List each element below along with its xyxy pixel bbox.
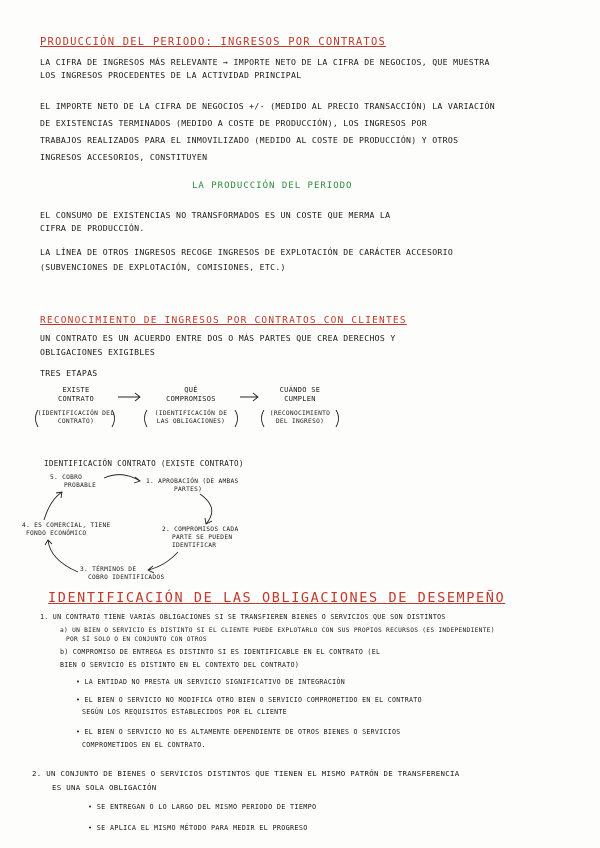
section1-p2-line4: INGRESOS ACCESORIOS, CONSTITUYEN — [40, 152, 208, 162]
section2-title: RECONOCIMIENTO DE INGRESOS POR CONTRATOS CON CLIENTES — [40, 315, 407, 326]
section1-p2-line3: TRABAJOS REALIZADOS PARA EL INMOVILIZADO (MEDIDO AL COSTE DE PRODUCCIÓN) Y OTROS — [40, 135, 459, 145]
stage-1-sub — [36, 410, 116, 426]
item1b-line1: b) COMPROMISO DE ENTREGA ES DISTINTO SI ES IDENTIFICABLE EN EL CONTRATO (EL — [60, 648, 381, 656]
cycle-node-3-line1: 3. TÉRMINOS DE — [80, 566, 137, 573]
arrow-cycle-4-to-5 — [44, 492, 62, 520]
item1-line1: 1. UN CONTRATO TIENE VARIAS OBLIGACIONES SI SE TRANSFIEREN BIENES O SERVICIOS QUE SON DISTINTOS — [40, 613, 446, 621]
stage-1-sub-line2: CONTRATO) — [57, 418, 95, 425]
bullet3-line2: COMPROMETIDOS EN EL CONTRATO. — [82, 741, 206, 749]
item2-bullet1: • SE ENTREGAN O LO LARGO DEL MISMO PERIODO DE TIEMPO — [88, 803, 317, 811]
item2-bullet2: • SE APLICA EL MISMO MÉTODO PARA MEDIR EL PROGRESO — [88, 824, 308, 832]
cycle-node-2-line3: IDENTIFICAR — [172, 542, 217, 549]
arrowhead-cycle-1-to-2 — [205, 518, 212, 524]
cycle-node-3-line2: COBRO IDENTIFICADOS — [88, 574, 165, 581]
stage-1-head-line1: EXISTE — [62, 386, 90, 394]
stage-3-head-line1: CUÁNDO SE — [279, 386, 321, 394]
cycle-node-1-line2: PARTES) — [174, 486, 203, 493]
item1b-line2: BIEN O SERVICIO ES DISTINTO EN EL CONTEXTO DEL CONTRATO) — [60, 661, 300, 669]
stage-3-head-line2: CUMPLEN — [284, 395, 316, 403]
stage-3-sub-line2: DEL INGRESO) — [275, 418, 325, 425]
cycle-node-4 — [22, 522, 111, 538]
stage-2-head-line1: QUÉ — [184, 386, 198, 394]
cycle-node-1 — [146, 478, 239, 494]
cycle-node-5-line2: PROBABLE — [64, 482, 97, 489]
stage-1-head-line2: CONTRATO — [57, 395, 95, 403]
cycle-node-3 — [80, 566, 164, 582]
cycle-node-4-line2: FONDO ECONÓMICO — [26, 530, 87, 537]
arrowhead-cycle-4-to-5 — [56, 492, 62, 498]
item2-line1: 2. UN CONJUNTO DE BIENES O SERVICIOS DISTINTOS QUE TIENEN EL MISMO PATRÓN DE TRANSFERENCIA — [32, 769, 460, 778]
section1-p1-line2: LOS INGRESOS PROCEDENTES DE LA ACTIVIDAD PRINCIPAL — [40, 70, 302, 80]
cycle-node-2-line2: PARTE SE PUEDEN — [172, 534, 233, 541]
stage-1-head — [44, 386, 108, 404]
stage-2-sub-line1: (IDENTIFICACIÓN DE — [154, 410, 228, 417]
section1-p3-line2: CIFRA DE PRODUCCIÓN. — [40, 223, 145, 233]
section1-subtitle: LA PRODUCCIÓN DEL PERIODO — [192, 181, 353, 191]
arrowhead-stage1-to-stage2 — [135, 393, 140, 401]
section1-p1-line1: LA CIFRA DE INGRESOS MÁS RELEVANTE → IMPORTE NETO DE LA CIFRA DE NEGOCIOS, QUE MUESTRA — [40, 57, 490, 67]
steps-label: TRES ETAPAS — [40, 368, 98, 378]
stage-1-sub-line1: (IDENTIFICACIÓN DEL — [37, 410, 115, 417]
bullet2-line2: SEGÚN LOS REQUISITOS ESTABLECIDOS POR EL CLIENTE — [82, 708, 287, 716]
section1-p2-line1: EL IMPORTE NETO DE LA CIFRA DE NEGOCIOS +/- (MEDIDO AL PRECIO TRANSACCIÓN) LA VARIACIÓN — [40, 101, 495, 111]
section1-p4-line2: (SUBVENCIONES DE EXPLOTACIÓN, COMISIONES, ETC.) — [40, 262, 286, 272]
item1a-line1: a) UN BIEN O SERVICIO ES DISTINTO SI EL CLIENTE PUEDE EXPLOTARLO CON SUS PROPIOS RECURSOS (ES INDEPENDIENTE) — [60, 627, 495, 634]
stage-2-head-line2: COMPROMISOS — [166, 395, 216, 403]
cycle-node-2 — [162, 526, 238, 550]
stage-3-sub — [262, 410, 338, 426]
cycle-title: IDENTIFICACIÓN CONTRATO (EXISTE CONTRATO) — [44, 459, 244, 468]
section1-p4-line1: LA LÍNEA DE OTROS INGRESOS RECOGE INGRESOS DE EXPLOTACIÓN DE CARÁCTER ACCESORIO — [40, 247, 454, 257]
stage-3-head — [262, 386, 338, 404]
arrowhead-stage2-to-stage3 — [253, 393, 258, 401]
arrow-cycle-3-to-4 — [48, 540, 78, 572]
bullet3-line1: • EL BIEN O SERVICIO NO ES ALTAMENTE DEPENDIENTE DE OTROS BIENES O SERVICIOS — [76, 728, 401, 736]
bullet1-line1: • LA ENTIDAD NO PRESTA UN SERVICIO SIGNIFICATIVO DE INTEGRACIÓN — [76, 678, 345, 686]
cycle-node-2-line1: 2. COMPROMISOS CADA — [162, 526, 239, 533]
item1a-line2: POR SÍ SOLO O EN CONJUNTO CON OTROS — [66, 636, 207, 643]
arrowhead-cycle-3-to-4 — [45, 540, 52, 545]
stage-3-sub-line1: (RECONOCIMIENTO — [269, 410, 331, 417]
stage-2-head — [145, 386, 237, 404]
cycle-node-5-line1: 5. COBRO — [50, 474, 83, 481]
section1-p3-line1: EL CONSUMO DE EXISTENCIAS NO TRANSFORMADOS ES UN COSTE QUE MERMA LA — [40, 210, 391, 220]
section1-p2-line2: DE EXISTENCIAS TERMINADOS (MEDIDO A COSTE DE PRODUCCIÓN), LOS INGRESOS POR — [40, 118, 427, 128]
item2-line2: ES UNA SOLA OBLIGACIÓN — [52, 783, 157, 792]
stage-2-sub — [145, 410, 237, 426]
cycle-node-5 — [50, 474, 96, 490]
section2-p1-line1: UN CONTRATO ES UN ACUERDO ENTRE DOS O MÁS PARTES QUE CREA DERECHOS Y — [40, 333, 396, 343]
arrow-cycle-5-to-1 — [104, 475, 140, 481]
cycle-node-4-line1: 4. ES COMERCIAL, TIENE — [22, 522, 111, 529]
section3-title: IDENTIFICACIÓN DE LAS OBLIGACIONES DE DESEMPEÑO — [48, 590, 506, 606]
arrowhead-cycle-5-to-1 — [134, 477, 140, 483]
bullet2-line1: • EL BIEN O SERVICIO NO MODIFICA OTRO BIEN O SERVICIO COMPROMETIDO EN EL CONTRATO — [76, 696, 422, 704]
section2-p1-line2: OBLIGACIONES EXIGIBLES — [40, 347, 156, 357]
cycle-node-1-line1: 1. APROBACIÓN (DE AMBAS — [146, 478, 239, 485]
section1-title: PRODUCCIÓN DEL PERIODO: INGRESOS POR CONTRATOS — [40, 36, 386, 48]
stage-2-sub-line2: LAS OBLIGACIONES) — [156, 418, 226, 425]
arrow-cycle-1-to-2 — [200, 494, 212, 524]
